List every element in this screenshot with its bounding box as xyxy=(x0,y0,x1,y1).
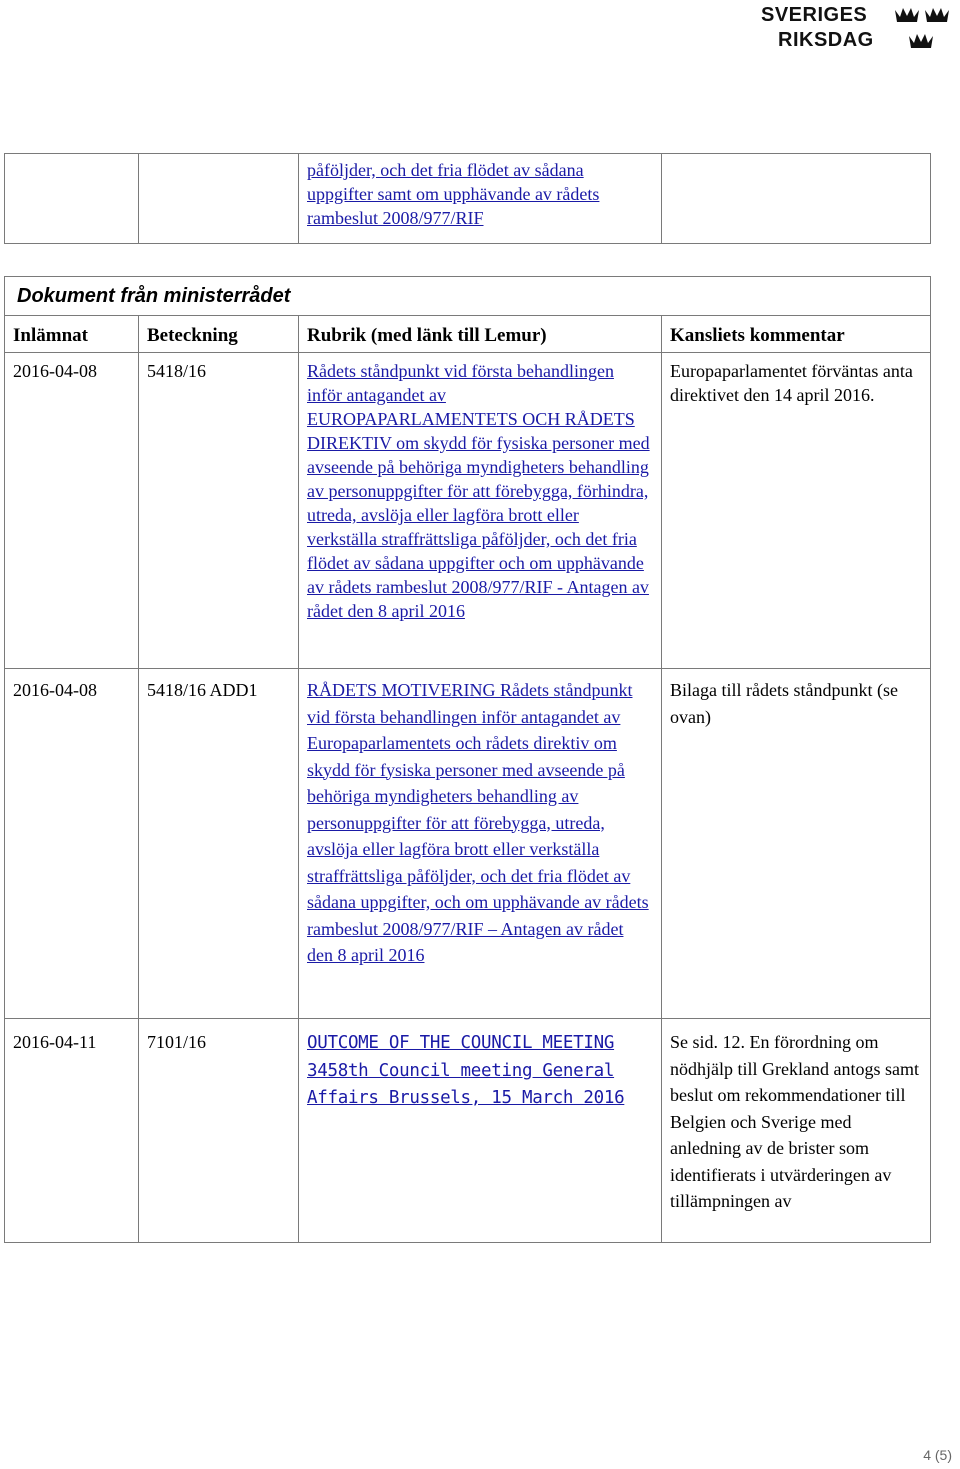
cell-rubrik xyxy=(299,669,662,1019)
table-row xyxy=(5,1019,931,1243)
documents-table xyxy=(4,276,931,1243)
lemur-link[interactable]: OUTCOME OF THE COUNCIL MEETING 3458th Council meeting General Affairs Brussels, 15 March 2016 xyxy=(307,1033,625,1108)
section-title: Dokument från ministerrådet xyxy=(5,277,931,316)
lemur-link[interactable]: påföljder, och det fria flödet av sådana uppgifter samt om upphävande av rådets rambeslut 2008/977/RIF xyxy=(307,160,600,228)
cell-rubrik xyxy=(299,353,662,669)
lemur-link[interactable]: Rådets ståndpunkt vid första behandlingen inför antagandet av EUROPAPARLAMENTETS OCH RÅDETS DIREKTIV om skydd för fysiska personer med avseende på behöriga myndigheters behandling av personuppgifter för att förebygga, förhindra, utreda, avslöja eller lagföra brott eller verkställa straffrättsliga påföljder, och det fria flödet av sådana uppgifter och om upphävande av rådets rambeslut 2008/977/RIF - Antagen av rådet den 8 april 2016 xyxy=(307,361,650,621)
crown-icon xyxy=(894,4,920,24)
header-rubrik: Rubrik (med länk till Lemur) xyxy=(299,316,662,353)
crown-icon xyxy=(908,30,934,50)
cell-kommentar: Bilaga till rådets ståndpunkt (se ovan) xyxy=(662,669,931,1019)
logo-line2: RIKSDAG xyxy=(778,29,874,51)
logo-line1: SVERIGES xyxy=(761,4,868,26)
cell-kommentar: Se sid. 12. En förordning om nödhjälp till Grekland antogs samt beslut om rekommendationer till Belgien och Sverige med anledning av de brister som identifierats i utvärderingen av tillämpningen av xyxy=(662,1019,931,1243)
lemur-link[interactable]: RÅDETS MOTIVERING Rådets ståndpunkt vid första behandlingen inför antagandet av Europaparlamentets och rådets direktiv om skydd för fysiska personer med avseende på behöriga myndigheters behandling av personuppgifter för att förebygga, utreda, avslöja eller lagföra brott eller verkställa straffrättsliga påföljder, och det fria flödet av sådana uppgifter, och om upphävande av rådets rambeslut 2008/977/RIF – Antagen av rådet den 8 april 2016 xyxy=(307,680,649,965)
cell-rubrik xyxy=(299,154,662,244)
cell-kommentar xyxy=(662,154,931,244)
header-row xyxy=(5,316,931,353)
cell-inlamnat xyxy=(5,154,139,244)
crown-icon xyxy=(924,4,950,24)
cell-beteckning: 7101/16 xyxy=(139,1019,299,1243)
cell-beteckning: 5418/16 ADD1 xyxy=(139,669,299,1019)
page-number: 4 (5) xyxy=(923,1447,952,1463)
cell-rubrik xyxy=(299,1019,662,1243)
cell-inlamnat: 2016-04-08 xyxy=(5,353,139,669)
cell-beteckning xyxy=(139,154,299,244)
table-row xyxy=(5,353,931,669)
header-inlamnat: Inlämnat xyxy=(5,316,139,353)
cell-kommentar: Europaparlamentet förväntas anta direktivet den 14 april 2016. xyxy=(662,353,931,669)
table-row xyxy=(5,154,931,244)
riksdag-logo xyxy=(756,2,956,54)
cell-inlamnat: 2016-04-11 xyxy=(5,1019,139,1243)
header-beteckning: Beteckning xyxy=(139,316,299,353)
header-kommentar: Kansliets kommentar xyxy=(662,316,931,353)
cell-beteckning: 5418/16 xyxy=(139,353,299,669)
table-row xyxy=(5,669,931,1019)
continued-table xyxy=(4,153,931,244)
cell-inlamnat: 2016-04-08 xyxy=(5,669,139,1019)
